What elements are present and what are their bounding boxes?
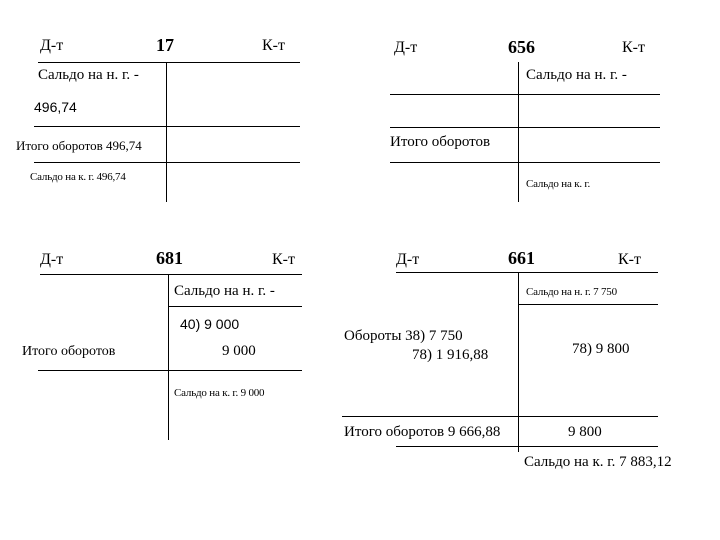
opening-balance-credit: Сальдо на н. г. - bbox=[526, 67, 627, 83]
turnover-line bbox=[34, 126, 300, 127]
closing-balance-credit: Сальдо на к. г. 7 883,12 bbox=[524, 454, 672, 470]
entries-line bbox=[168, 306, 302, 307]
credit-label: К-т bbox=[622, 39, 645, 56]
account-divider-line bbox=[166, 62, 167, 202]
debit-label: Д-т bbox=[394, 39, 418, 56]
opening-balance-debit: Сальдо на н. г. - bbox=[38, 67, 139, 83]
account-number: 661 bbox=[508, 248, 535, 268]
closing-balance-debit: Сальдо на к. г. 496,74 bbox=[30, 171, 126, 183]
entry-debit-1: Обороты 38) 7 750 bbox=[344, 328, 463, 344]
account-number: 681 bbox=[156, 248, 183, 268]
turnover-debit: Итого оборотов 9 666,88 bbox=[344, 424, 501, 440]
closing-balance-credit: Сальдо на к. г. 9 000 bbox=[174, 387, 265, 399]
account-divider-line bbox=[518, 272, 519, 452]
turnover-credit: 9 800 bbox=[568, 424, 602, 440]
entry-credit: 78) 9 800 bbox=[572, 341, 630, 357]
turnover-credit: 9 000 bbox=[222, 343, 256, 359]
account-top-line bbox=[390, 94, 660, 95]
turnover-credit: Итого оборотов bbox=[390, 134, 491, 150]
closing-line bbox=[390, 162, 660, 163]
turnover-debit: Итого оборотов bbox=[22, 344, 116, 359]
opening-balance-value: 496,74 bbox=[34, 99, 77, 115]
closing-line bbox=[34, 162, 300, 163]
entries-line bbox=[518, 304, 658, 305]
account-divider-line bbox=[518, 62, 519, 202]
credit-label: К-т bbox=[272, 251, 295, 268]
turnover-line bbox=[390, 127, 660, 128]
debit-label: Д-т bbox=[396, 251, 420, 268]
account-number: 17 bbox=[156, 35, 174, 55]
debit-label: Д-т bbox=[40, 251, 64, 268]
account-number: 656 bbox=[508, 37, 535, 57]
account-top-line bbox=[38, 62, 300, 63]
entry-credit: 40) 9 000 bbox=[180, 316, 240, 332]
debit-label: Д-т bbox=[40, 37, 64, 54]
entry-debit-2: 78) 1 916,88 bbox=[412, 347, 489, 363]
opening-balance-credit: Сальдо на н. г. 7 750 bbox=[526, 286, 617, 298]
closing-line bbox=[38, 370, 302, 371]
credit-label: К-т bbox=[618, 251, 641, 268]
turnover-debit: Итого оборотов 496,74 bbox=[16, 138, 142, 153]
account-top-line bbox=[40, 274, 302, 275]
closing-line bbox=[396, 446, 658, 447]
turnover-line bbox=[342, 416, 658, 417]
account-top-line bbox=[396, 272, 658, 273]
credit-label: К-т bbox=[262, 37, 285, 54]
opening-balance-credit: Сальдо на н. г. - bbox=[174, 283, 275, 299]
closing-balance-credit: Сальдо на к. г. bbox=[526, 178, 591, 190]
account-divider-line bbox=[168, 274, 169, 440]
